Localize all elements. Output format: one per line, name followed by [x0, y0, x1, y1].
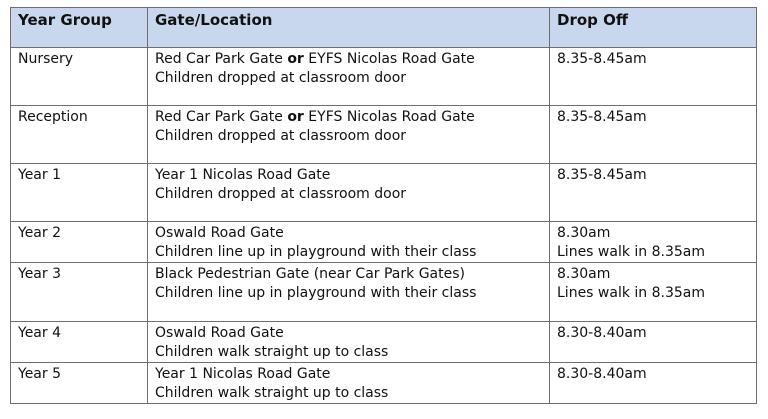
gate-location-cell	[148, 222, 550, 263]
year-group-cell: Year 4	[11, 322, 148, 363]
gate-note: Children line up in playground with their class	[155, 285, 477, 301]
header-year-group: Year Group	[11, 8, 148, 48]
gate-location-cell	[148, 322, 550, 363]
year-group-cell: Nursery	[11, 48, 148, 106]
gate-location-cell	[148, 48, 550, 106]
gate-option-b: EYFS Nicolas Road Gate	[308, 51, 475, 67]
table-row	[11, 322, 757, 363]
gate-or: or	[287, 51, 304, 67]
drop-off-cell	[550, 48, 757, 106]
lines-walk-in: Lines walk in 8.35am	[557, 285, 705, 301]
gate-option-a: Red Car Park Gate	[155, 51, 283, 67]
gate-line: Year 1 Nicolas Road Gate	[155, 366, 331, 382]
drop-off-time: 8.30am	[557, 266, 611, 282]
header-gate-location: Gate/Location	[148, 8, 550, 48]
year-group-cell: Year 5	[11, 363, 148, 404]
drop-off-time: 8.30am	[557, 225, 611, 241]
gate-line: Oswald Road Gate	[155, 225, 284, 241]
gate-note: Children dropped at classroom door	[155, 128, 407, 144]
table-row	[11, 222, 757, 263]
table-row	[11, 363, 757, 404]
gate-location-cell	[148, 106, 550, 164]
drop-off-table	[10, 7, 757, 404]
year-group-cell: Reception	[11, 106, 148, 164]
gate-line: Black Pedestrian Gate (near Car Park Gates)	[155, 266, 465, 282]
gate-location-cell	[148, 363, 550, 404]
year-group-cell: Year 3	[11, 263, 148, 322]
drop-off-time: 8.35-8.45am	[557, 51, 647, 67]
table-row	[11, 263, 757, 322]
gate-line	[155, 50, 542, 69]
drop-off-cell	[550, 263, 757, 322]
drop-off-cell	[550, 106, 757, 164]
drop-off-cell	[550, 322, 757, 363]
gate-note: Children walk straight up to class	[155, 344, 389, 360]
header-row	[11, 8, 757, 48]
gate-option-b: EYFS Nicolas Road Gate	[308, 109, 475, 125]
gate-note: Children walk straight up to class	[155, 385, 389, 401]
drop-off-time: 8.35-8.45am	[557, 109, 647, 125]
gate-line: Year 1 Nicolas Road Gate	[155, 167, 331, 183]
drop-off-time: 8.35-8.45am	[557, 167, 647, 183]
gate-location-cell	[148, 164, 550, 222]
table-row	[11, 106, 757, 164]
table-row	[11, 48, 757, 106]
gate-note: Children line up in playground with their class	[155, 244, 477, 260]
drop-off-time: 8.30-8.40am	[557, 366, 647, 382]
drop-off-time: 8.30-8.40am	[557, 325, 647, 341]
year-group-cell: Year 2	[11, 222, 148, 263]
header-drop-off: Drop Off	[550, 8, 757, 48]
gate-location-cell	[148, 263, 550, 322]
lines-walk-in: Lines walk in 8.35am	[557, 244, 705, 260]
drop-off-cell	[550, 363, 757, 404]
gate-note: Children dropped at classroom door	[155, 186, 407, 202]
gate-line: Oswald Road Gate	[155, 325, 284, 341]
gate-or: or	[287, 109, 304, 125]
drop-off-cell	[550, 222, 757, 263]
gate-option-a: Red Car Park Gate	[155, 109, 283, 125]
gate-note: Children dropped at classroom door	[155, 70, 407, 86]
year-group-cell: Year 1	[11, 164, 148, 222]
drop-off-cell	[550, 164, 757, 222]
table-row	[11, 164, 757, 222]
gate-line	[155, 108, 542, 127]
